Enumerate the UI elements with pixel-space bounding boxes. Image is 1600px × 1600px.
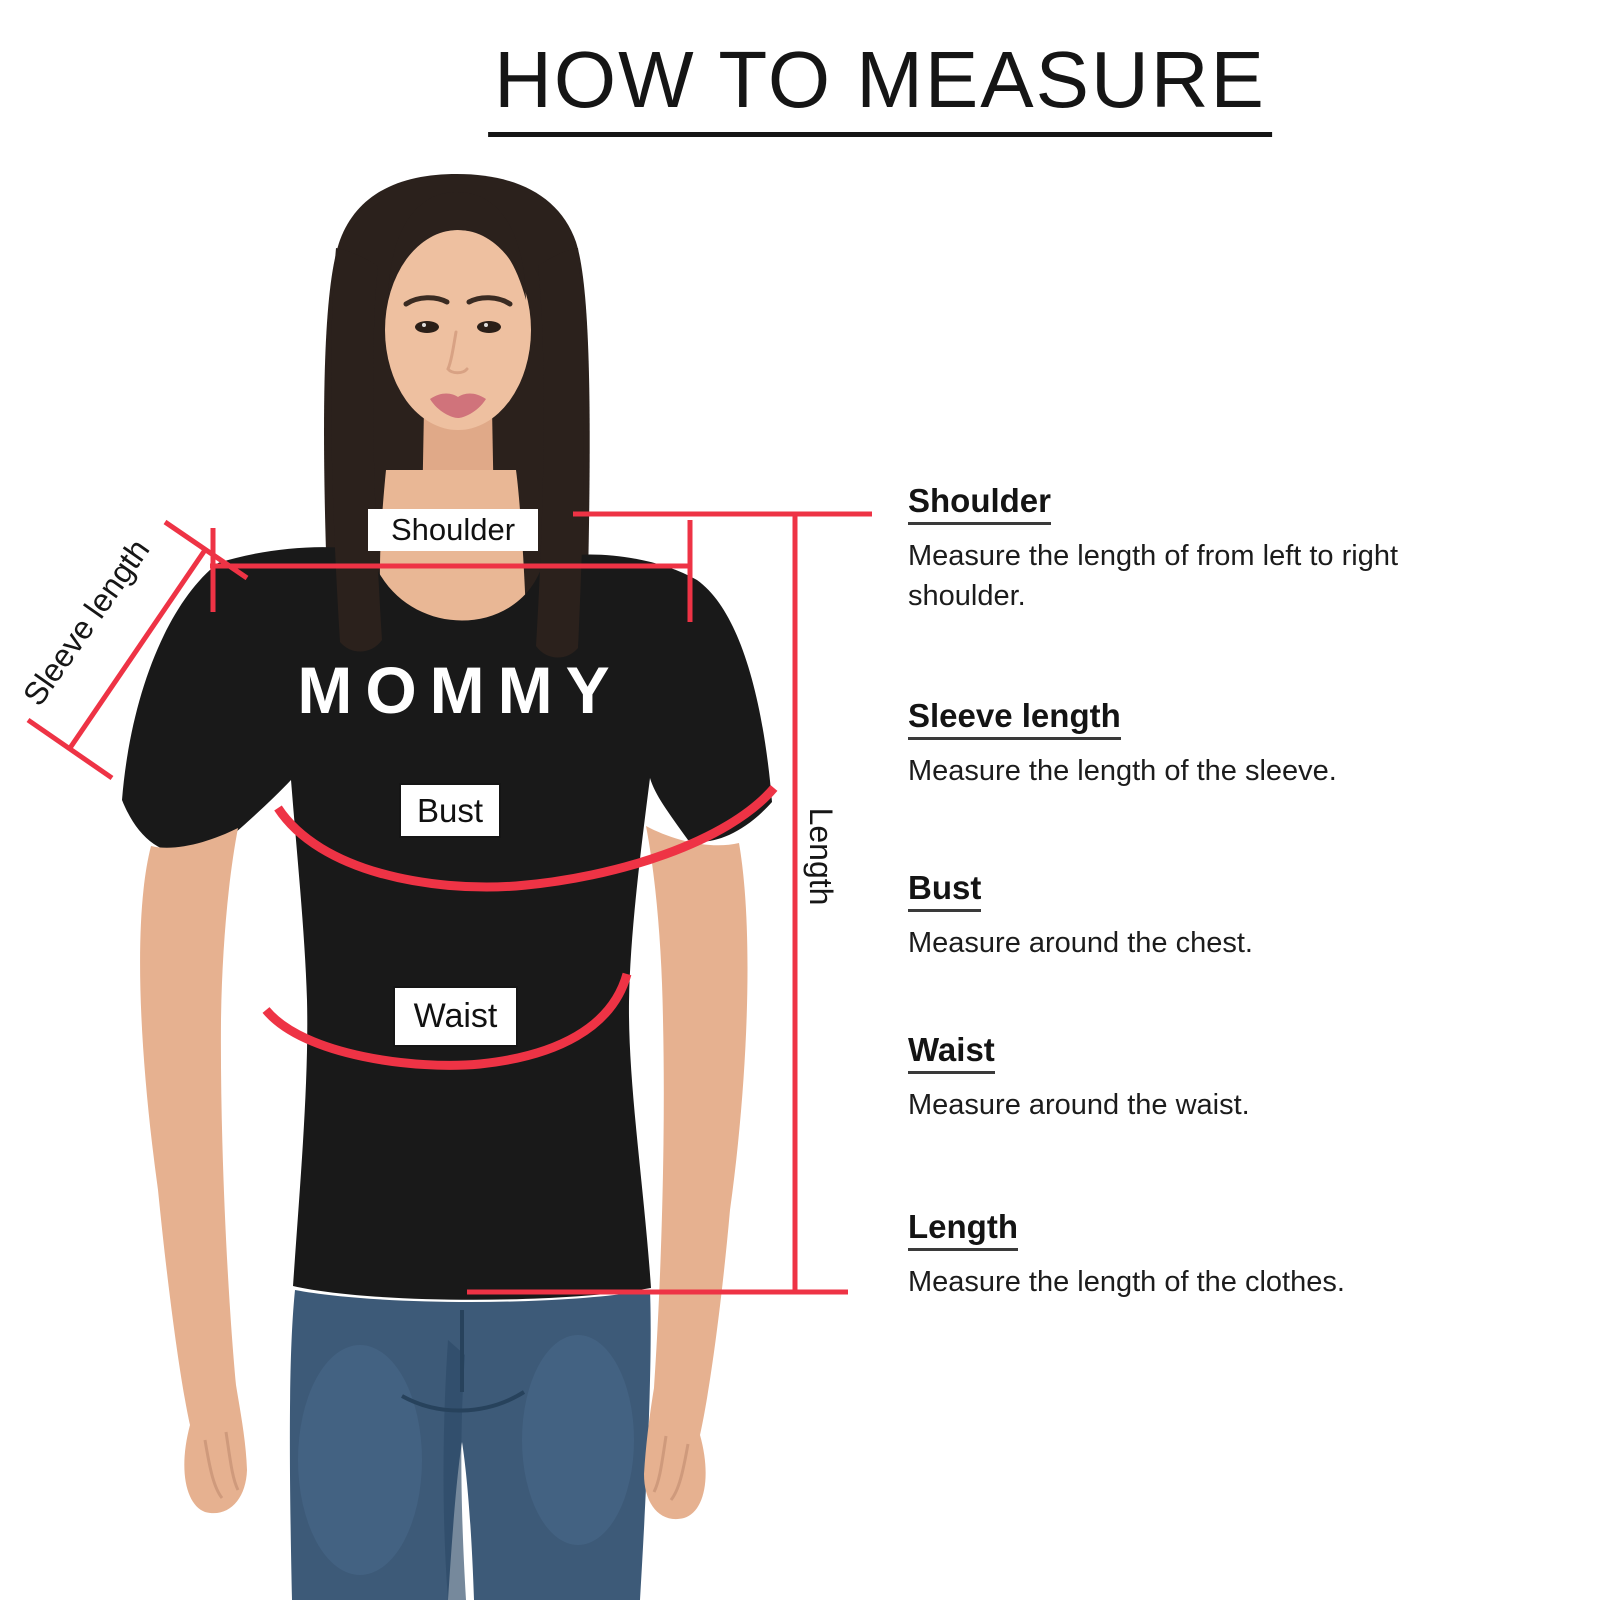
section-heading: Waist xyxy=(908,1031,995,1074)
sleeve-tick-bottom xyxy=(28,720,112,778)
shoulder-tag: Shoulder xyxy=(368,509,538,551)
section-heading: Shoulder xyxy=(908,482,1051,525)
section-body: Measure the length of the sleeve. xyxy=(908,754,1337,787)
sleeve-length-tag: Sleeve length xyxy=(15,532,157,712)
measure-section-waist xyxy=(908,1031,1528,1125)
section-body: Measure the length of the clothes. xyxy=(908,1265,1345,1298)
eye-glint-right xyxy=(484,323,488,327)
eye-glint-left xyxy=(422,323,426,327)
section-body: Measure around the waist. xyxy=(908,1088,1250,1121)
page-title: HOW TO MEASURE xyxy=(488,34,1272,137)
shirt-print-text: MOMMY xyxy=(297,653,623,727)
bust-tag: Bust xyxy=(399,783,501,838)
section-heading: Bust xyxy=(908,869,981,912)
section-heading: Sleeve length xyxy=(908,697,1121,740)
jeans xyxy=(290,1290,651,1600)
length-tag: Length xyxy=(803,807,839,906)
sleeve-tick-top xyxy=(165,522,247,578)
measure-section-sleeve-length xyxy=(908,697,1528,791)
measure-section-bust xyxy=(908,869,1528,963)
measure-section-length xyxy=(908,1208,1528,1302)
eye-right xyxy=(477,321,501,333)
section-body: Measure the length of from left to right shoulder. xyxy=(908,539,1399,612)
section-heading: Length xyxy=(908,1208,1018,1251)
measure-section-shoulder xyxy=(908,482,1528,616)
waist-tag: Waist xyxy=(393,986,518,1047)
eye-left xyxy=(415,321,439,333)
section-body: Measure around the chest. xyxy=(908,926,1253,959)
